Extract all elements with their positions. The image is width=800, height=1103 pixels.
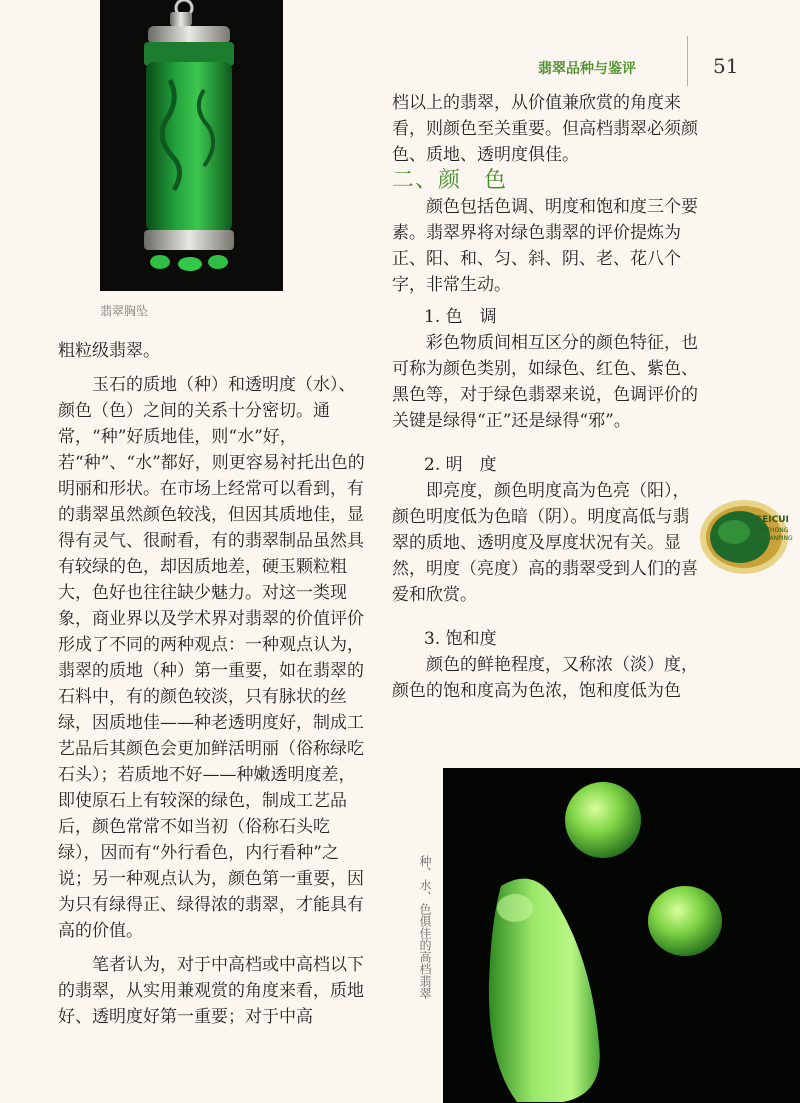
continued-paragraph: 档以上的翡翠，从价值兼欣赏的角度来看，则颜色至关重要。但高档翡翠必须颜色、质地、透明度俱佳。: [392, 93, 698, 165]
lightness-paragraph: 即亮度，颜色明度高为色亮（阳），颜色明度低为色暗（阴）。明度高低与翡翠的质地、透明度及厚度状况有关。显然，明度（亮度）高的翡翠受到人们的喜爱和欣赏。: [392, 481, 698, 605]
section-intro-paragraph: 颜色包括色调、明度和饱和度三个要素。翡翠界将对绿色翡翠的评价提炼为正、阳、和、匀、斜、阴、老、花八个字，非常生动。: [392, 197, 698, 295]
quality-relationship-paragraph: 玉石的质地（种）和透明度（水）、颜色（色）之间的关系十分密切。通常，“种”好质地佳，则“水”好，若“种”、“水”都好，则更容易衬托出色的明丽和形状。在市场上经常可以看到，有的翡翠虽然颜色较浅，但因其质地佳，显得有灵气、很耐看，有的翡翠制品虽然具有较绿的色，却因质地差，硬玉颗粒粗大，色好也往往缺少魅力。对这一类现象，商业界以及学术界对翡翠的价值评价形成了不同的两种观点：一种观点认为，翡翠的质地（种）第一重要，如在翡翠的石料中，有的颜色较淡，只有脉状的丝绿，因质地佳——种老透明度好，制成工艺品后其颜色会更加鲜活明丽（俗称绿吃石头）；若质地不好——种嫩透明度差，即使原石上有较深的绿色，制成工艺品后，颜色常常不如当初（俗称石头吃绿），因而有“外行看色，内行看种”之说；另一种观点认为，颜色第一重要，因为只有绿得正、绿得浓的翡翠，才能具有高的价值。: [58, 375, 365, 941]
badge-text-jianping: YU JIANPING: [756, 535, 793, 542]
page-number: 51: [713, 54, 739, 78]
author-opinion-paragraph: 笔者认为，对于中高档或中高档以下的翡翠，从实用兼观赏的角度来看，质地好、透明度好第一重要；对于中高: [58, 955, 364, 1027]
pendant-caption: 翡翠胸坠: [100, 304, 149, 318]
jade-emblem-icon: [698, 498, 800, 576]
section-heading-color: 二、颜 色: [392, 168, 508, 193]
badge-text-feicui: FEICUI: [756, 515, 789, 525]
left-column: [58, 338, 366, 1030]
continued-line: 粗粒级翡翠。: [58, 341, 160, 361]
subheading-saturation: 3. 饱和度: [424, 629, 497, 649]
chapter-badge: [698, 498, 800, 576]
right-column: [392, 90, 698, 704]
running-header-title: 翡翠品种与鉴评: [538, 61, 636, 77]
gems-caption: 种、水、色俱佳的高档翡翠: [418, 855, 432, 999]
pendant-photo: [100, 0, 283, 291]
hue-paragraph: 彩色物质间相互区分的颜色特征，也可称为颜色类别，如绿色、红色、紫色、黑色等，对于绿色翡翠来说，色调评价的关键是绿得“正”还是绿得“邪”。: [392, 333, 698, 431]
subheading-lightness: 2. 明 度: [424, 455, 497, 475]
subheading-hue: 1. 色 调: [424, 307, 497, 327]
saturation-paragraph: 颜色的鲜艳程度，又称浓（淡）度，颜色的饱和度高为色浓，饱和度低为色: [392, 655, 698, 701]
badge-text-pinzhong: PINZHONG: [756, 527, 789, 534]
header-divider: [687, 36, 688, 86]
jade-pendant-image: [100, 0, 283, 291]
jade-cabochons-image: [443, 768, 800, 1103]
jade-gems-photo: [443, 768, 800, 1103]
